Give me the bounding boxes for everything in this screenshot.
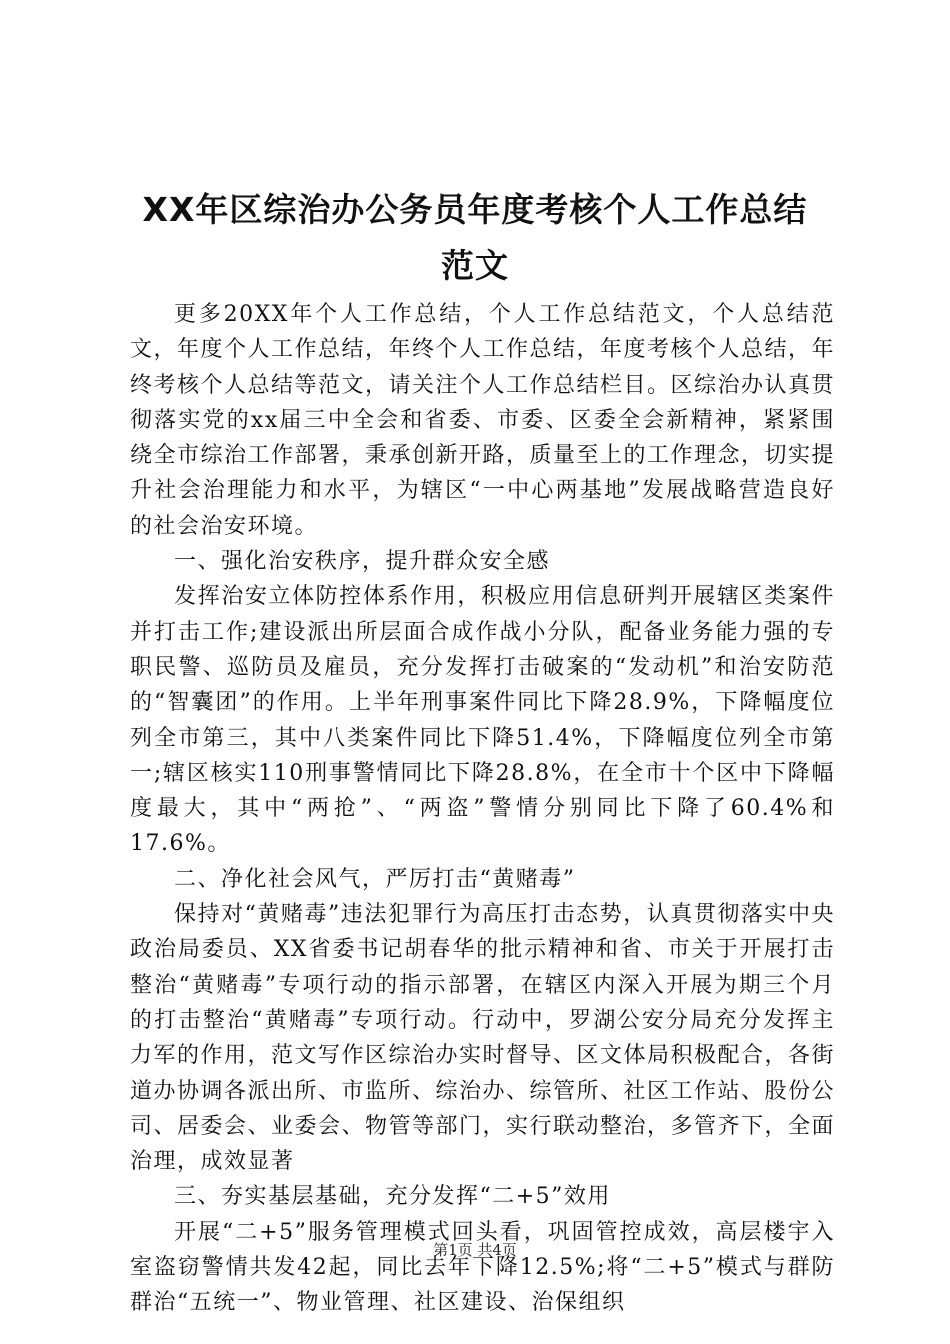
section-paragraph-1: 发挥治安立体防控体系作用，积极应用信息研判开展辖区类案件并打击工作;建设派出所层面合成作战小分队，配备业务能力强的专职民警、巡防员及雇员，充分发挥打击破案的“发动机”和治安防范的“智囊团”的作用。上半年刑事案件同比下降28.9%，下降幅度位列全市第三，其中八类案件同比下降51.4%，下降幅度位列全市第一;辖区核实110刑事警情同比下降28.8%，在全市十个区中下降幅度最大，其中“两抢”、“两盗”警情分别同比下降了60.4%和17.6%。	[130, 584, 835, 857]
section-paragraph-2: 保持对“黄赌毒”违法犯罪行为高压打击态势，认真贯彻落实中央政治局委员、XX省委书记胡春华的批示精神和省、市关于开展打击整治“黄赌毒”专项行动的指示部署，在辖区内深入开展为期三个月的打击整治“黄赌毒”专项行动。行动中，罗湖公安分局充分发挥主力军的作用，范文写作区综治办实时督导、区文体局积极配合，各街道办协调各派出所、市监所、综治办、综管所、社区工作站、股份公司、居委会、业委会、物管等部门，实行联动整治，多管齐下，全面治理，成效显著	[130, 902, 836, 1175]
page-footer: 第1页 共4页	[433, 1241, 517, 1259]
section-heading-1: 一、强化治安秩序，提升群众安全感	[174, 549, 551, 575]
section-heading-2: 二、净化社会风气，严厉打击“黄赌毒”	[174, 866, 576, 892]
section-paragraph-3: 开展“二+5”服务管理模式回头看，巩固管控成效，高层楼宇入室盗窃警情共发42起，同比去年下降12.5%;将“二+5”模式与群防群治“五统一”、物业管理、社区建设、治保组织	[130, 1219, 835, 1316]
document-title	[110, 182, 840, 294]
title-line-2: 范文	[441, 246, 509, 285]
document-body	[130, 297, 835, 1321]
intro-paragraph: 更多20XX年个人工作总结，个人工作总结范文，个人总结范文，年度个人工作总结，年终个人工作总结，年度考核个人总结，年终考核个人总结等范文，请关注个人工作总结栏目。区综治办认真贯彻落实党的xx届三中全会和省委、市委、区委全会新精神，紧紧围绕全市综治工作部署，秉承创新开路，质量至上的工作理念，切实提升社会治理能力和水平，为辖区“一中心两基地”发展战略营造良好的社会治安环境。	[130, 302, 836, 539]
section-heading-3: 三、夯实基层基础，充分发挥“二+5”效用	[174, 1184, 611, 1210]
title-line-1: XX年区综治办公务员年度考核个人工作总结	[142, 190, 808, 229]
